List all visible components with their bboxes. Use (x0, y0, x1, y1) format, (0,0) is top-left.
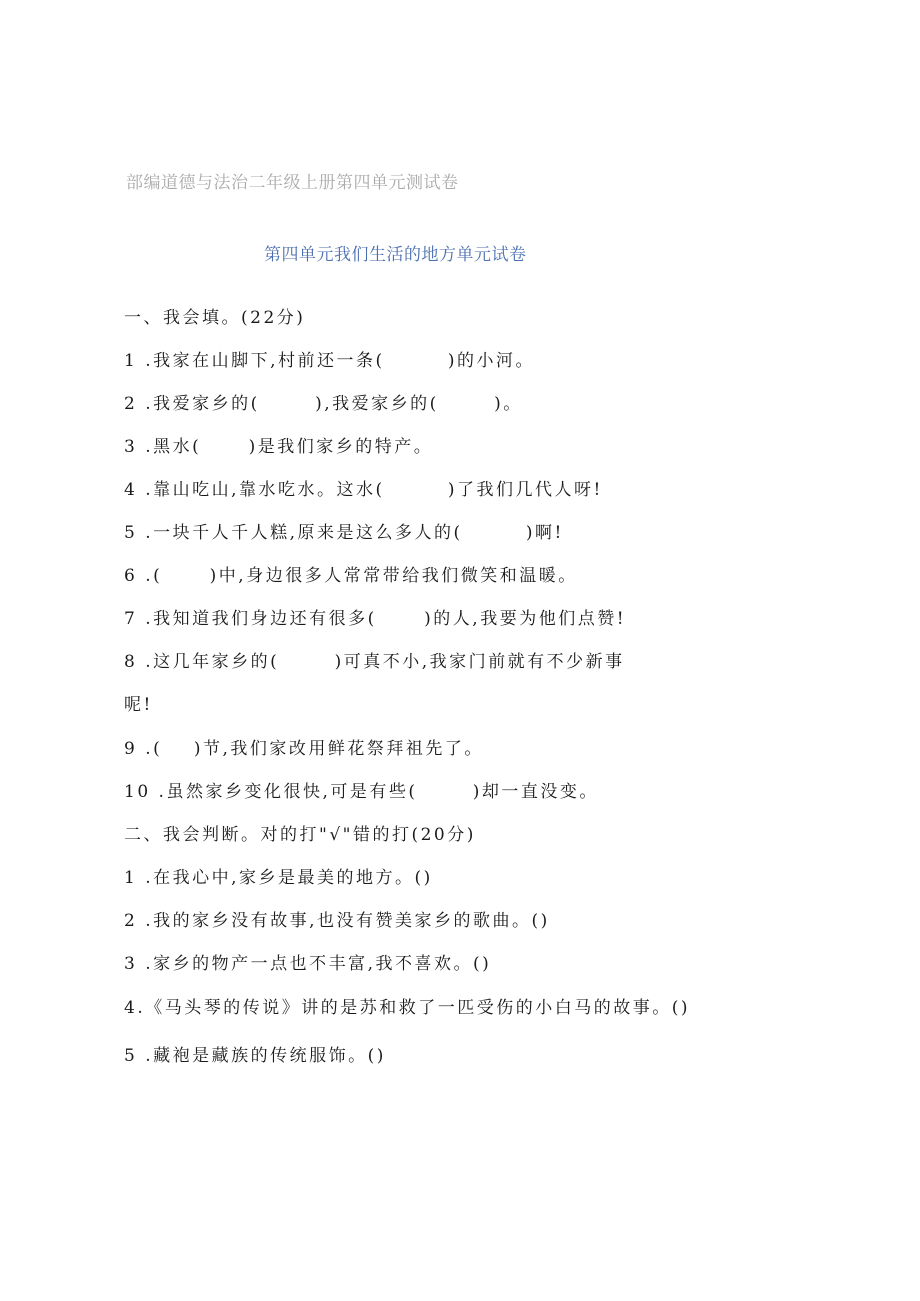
fill-item-3: 3 .黑水( )是我们家乡的特产。 (124, 437, 434, 457)
fill-item-8: 8 .这几年家乡的( )可真不小,我家门前就有不少新事 (124, 652, 625, 672)
judge-item-1: 1 .在我心中,家乡是最美的地方。() (124, 868, 433, 888)
fill-item-7: 7 .我知道我们身边还有很多( )的人,我要为他们点赞! (124, 609, 627, 629)
section2-heading: 二、我会判断。对的打"√"错的打(20分) (124, 825, 476, 845)
fill-item-2: 2 .我爱家乡的( ),我爱家乡的( )。 (124, 394, 523, 414)
fill-item-9: 9 .( )节,我们家改用鲜花祭拜祖先了。 (124, 739, 484, 759)
fill-item-10: 10 .虽然家乡变化很快,可是有些( )却一直没变。 (124, 782, 599, 802)
unit-title: 第四单元我们生活的地方单元试卷 (264, 245, 527, 265)
judge-item-4: 4.《马头琴的传说》讲的是苏和救了一匹受伤的小白马的故事。() (124, 998, 690, 1018)
judge-item-5: 5 .藏袍是藏族的传统服饰。() (124, 1046, 386, 1066)
judge-item-2: 2 .我的家乡没有故事,也没有赞美家乡的歌曲。() (124, 911, 550, 931)
judge-item-3: 3 .家乡的物产一点也不丰富,我不喜欢。() (124, 954, 492, 974)
fill-item-1: 1 .我家在山脚下,村前还一条( )的小河。 (124, 351, 536, 371)
fill-item-5: 5 .一块千人千人糕,原来是这么多人的( )啊! (124, 523, 564, 543)
document-title: 部编道德与法治二年级上册第四单元测试卷 (126, 173, 459, 193)
fill-item-8-continued: 呢! (124, 695, 153, 715)
fill-item-4: 4 .靠山吃山,靠水吃水。这水( )了我们几代人呀! (124, 480, 603, 500)
section1-heading: 一、我会填。(22分) (124, 308, 306, 328)
fill-item-6: 6 .( )中,身边很多人常常带给我们微笑和温暖。 (124, 566, 578, 586)
